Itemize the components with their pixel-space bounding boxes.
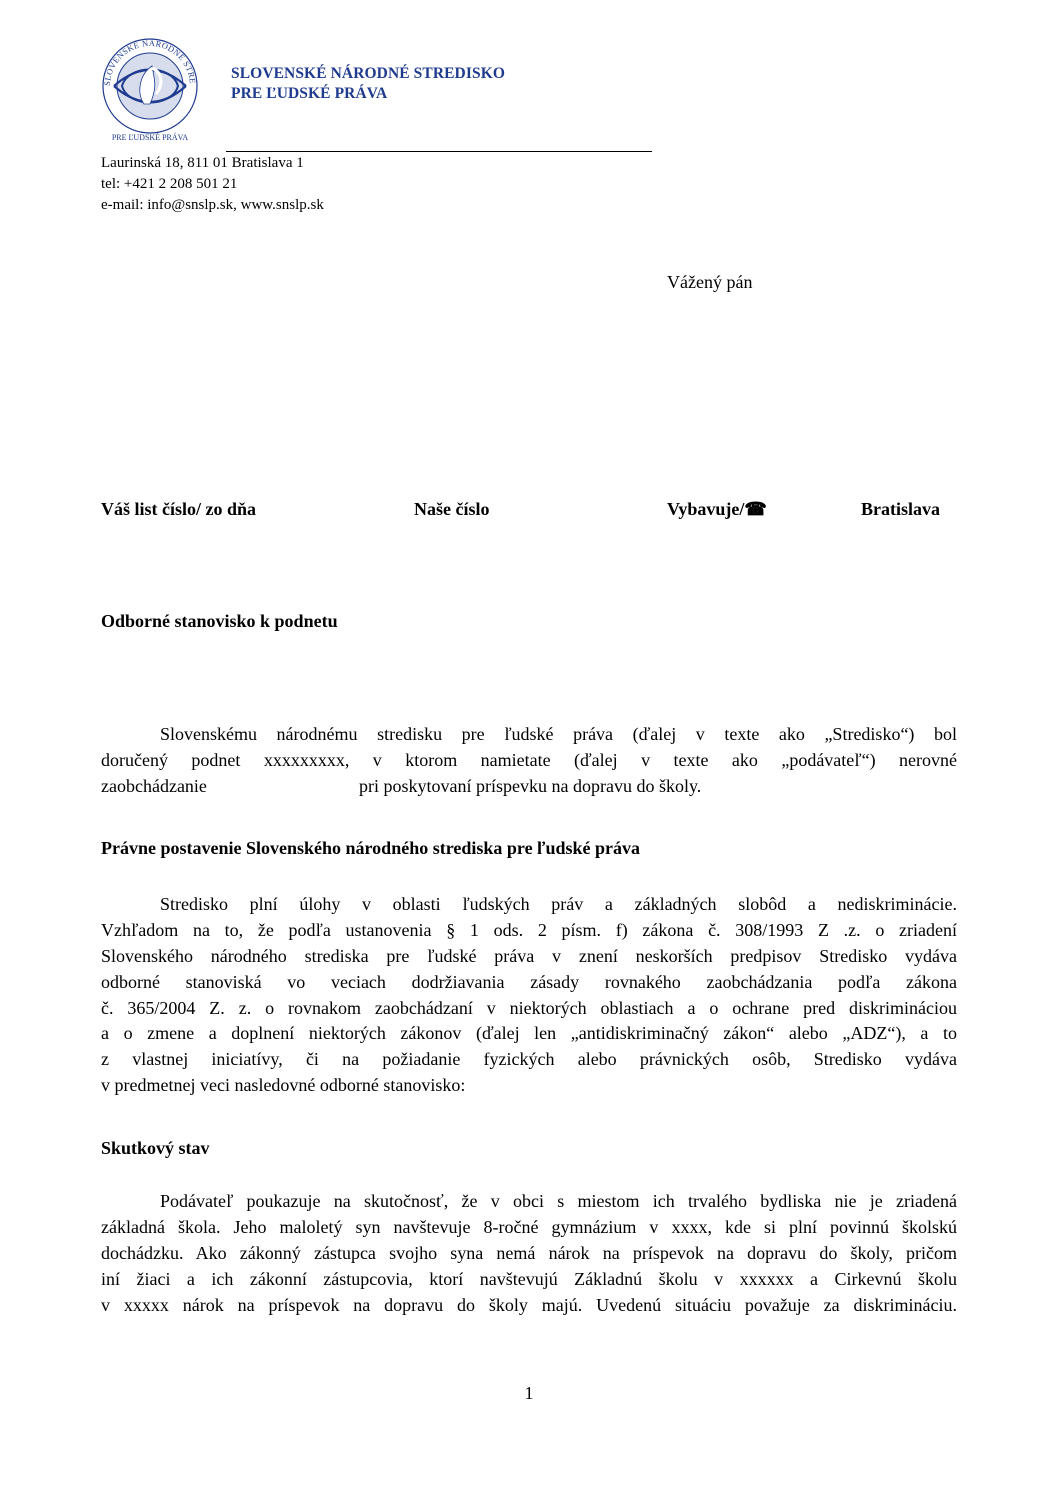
page-number: 1 <box>524 1383 534 1403</box>
letterhead-divider <box>226 151 652 152</box>
contact-block <box>101 153 324 216</box>
paragraph-line: Stredisko plní úlohy v oblasti ľudských práv a základných slobôd a nediskriminácie. <box>160 894 957 914</box>
paragraph-line: doručený podnet xxxxxxxxx, v ktorom namietate (ďalej v texte ako „podávateľ“) nerovné <box>101 749 957 770</box>
paragraph-line: z vlastnej iniciatívy, či na požiadanie fyzických alebo právnických osôb, Stredisko vydáva <box>101 1049 957 1070</box>
phone: tel: +421 2 208 501 21 <box>101 176 238 192</box>
organization-name-line-2: PRE ĽUDSKÉ PRÁVA <box>231 85 388 102</box>
paragraph-line: základná škola. Jeho maloletý syn navštevuje 8-ročné gymnázium v xxxx, kde si plní povinnú školskú <box>101 1216 957 1237</box>
paragraph-line: v xxxxx nárok na príspevok na dopravu do školy majú. Uvedenú situáciu považuje za diskrimináciu. <box>101 1294 957 1315</box>
organization-logo <box>92 34 208 144</box>
organization-name-line-1: SLOVENSKÉ NÁRODNÉ STREDISKO <box>231 65 506 82</box>
paragraph-line: Slovenského národného strediska pre ľudské práva v znení neskorších predpisov Stredisko vydáva <box>101 945 957 966</box>
our-number-label: Naše číslo <box>414 499 490 519</box>
organization-name <box>231 64 505 104</box>
paragraph-line: dochádzku. Ako zákonný zástupca svojho syna nemá nárok na príspevok na dopravu do školy, pričom <box>101 1242 957 1263</box>
legal-paragraph <box>101 892 957 1099</box>
section-heading-facts: Skutkový stav <box>101 1138 210 1158</box>
organization-logo-graphic <box>92 34 208 144</box>
salutation: Vážený pán <box>667 272 753 292</box>
intro-paragraph <box>101 722 957 800</box>
paragraph-line: odborné stanoviská vo veciach dodržiavania zásady rovnakého zaobchádzania podľa zákona <box>101 971 957 992</box>
paragraph-line: č. 365/2004 Z. z. o rovnakom zaobchádzaní v niektorých oblastiach a o ochrane pred diskrimináciou <box>101 997 957 1018</box>
paragraph-line: Vzhľadom na to, že podľa ustanovenia § 1 ods. 2 písm. f) zákona č. 308/1993 Z .z. o zriadení <box>101 919 957 940</box>
paragraph-line <box>101 774 957 800</box>
your-letter-label: Váš list číslo/ zo dňa <box>101 499 257 519</box>
document-title: Odborné stanovisko k podnetu <box>101 611 338 631</box>
reference-row <box>101 499 958 523</box>
paragraph-line: Slovenskému národnému stredisku pre ľudské práva (ďalej v texte ako „Stredisko“) bol <box>160 724 957 744</box>
handled-by-label: Vybavuje/☎ <box>667 499 767 519</box>
svg-text:SLOVENSKÉ NÁRODNÉ STREDISKO: SLOVENSKÉ NÁRODNÉ STRE <box>102 38 197 87</box>
paragraph-line: a o zmene a doplnení niektorých zákonov (ďalej len „antidiskriminačný zákon“ alebo „ADZ“), a to <box>101 1023 957 1044</box>
paragraph-line: v predmetnej veci nasledovné odborné stanovisko: <box>101 1075 466 1096</box>
place-label: Bratislava <box>861 499 940 519</box>
paragraph-line: iní žiaci a ich zákonní zástupcovia, ktorí navštevujú Základnú školu v xxxxxx a Cirkevnú školu <box>101 1268 957 1289</box>
section-heading-legal: Právne postavenie Slovenského národného strediska pre ľudské práva <box>101 838 641 858</box>
email-web: e-mail: info@snslp.sk, www.snslp.sk <box>101 197 324 213</box>
paragraph-line-end: pri poskytovaní príspevku na dopravu do školy. <box>359 775 702 796</box>
facts-paragraph <box>101 1189 957 1318</box>
address: Laurinská 18, 811 01 Bratislava 1 <box>101 155 304 171</box>
logo-bottom-text: PRE ĽUDSKÉ PRÁVA <box>111 133 189 142</box>
paragraph-line-start: zaobchádzanie <box>101 775 207 796</box>
paragraph-line: Podávateľ poukazuje na skutočnosť, že v obci s miestom ich trvalého bydliska nie je zriadená <box>160 1191 957 1211</box>
